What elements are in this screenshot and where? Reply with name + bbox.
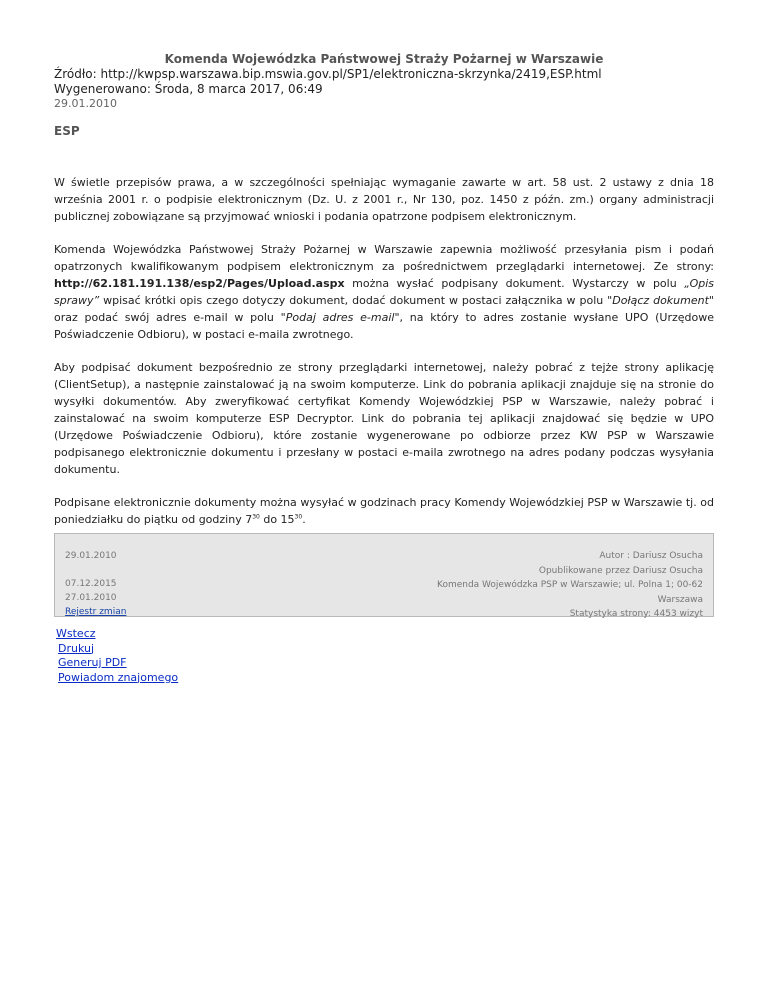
- author-line: Autor : Dariusz Osucha: [599, 551, 703, 561]
- page-actions: [56, 627, 178, 685]
- metadata-dates: [65, 549, 126, 619]
- publication-date: 29.01.2010: [54, 97, 117, 110]
- published-by-line: Opublikowane przez Dariusz Osucha: [538, 565, 703, 576]
- paragraph-2-text: " oraz podać swój adres e-mail w polu ": [54, 294, 714, 324]
- hour-minutes-superscript: 30: [252, 513, 260, 521]
- generated-line: Wygenerowano: Środa, 8 marca 2017, 06:49: [54, 82, 323, 96]
- modified-date: 07.12.2015: [65, 579, 117, 589]
- paragraph-2-text: wpisać krótki opis czego dotyczy dokument, dodać dokument w postaci załącznika w polu ": [99, 294, 613, 307]
- paragraph-2-text: Komenda Wojewódzka Państwowej Straży Pożarnej w Warszawie zapewnia możliwość przesyłania pism i podań opatrzonych kwalifikowanym podpisem elektronicznym za pośrednictwem przeglądarki internetowej. Ze strony:: [54, 243, 714, 273]
- paragraph-3: Aby podpisać dokument bezpośrednio ze strony przeglądarki internetowej, należy pobrać z tejże strony aplikację (ClientSetup), a następnie zainstalować ją na swoim komputerze. Link do pobrania aplikacji znajduje się na stronie do wysyłki dokumentów. Aby zweryfikować certyfikat Komendy Wojewódzkiej PSP w Warszawie, należy pobrać i zainstalować na swoim komputerze ESP Decryptor. Link do pobrania tej aplikacji znajdować się będzie w UPO (Urzędowe Poświadczenie Odbioru), które zostanie wygenerowane po odbiorze przez KW PSP w Warszawie podpisanego elektronicznie dokumentu i przesłany w postaci e-maila zwrotnego na adres podany podczas wysyłania dokumentu.: [54, 361, 714, 476]
- visit-statistics: Statystyka strony: 4453 wizyt: [569, 609, 703, 619]
- article-body: [54, 174, 714, 528]
- paragraph-2-text: ", na który to adres zostanie wysłane UPO (Urzędowe Poświadczenie Odbioru), w postaci e-maila zwrotnego.: [54, 311, 715, 341]
- paragraph-1: W świetle przepisów prawa, a w szczególności spełniając wymaganie zawarte w art. 58 ust. 2 ustawy z dnia 18 września 2001 r. o podpisie elektronicznym (Dz. U. z 2001 r., Nr 130, poz. 1450 z późn. zm.) organy administracji publicznej zobowiązane są przyjmować wnioski i podania opatrzone podpisem elektronicznym.: [54, 176, 714, 223]
- page-title: ESP: [54, 124, 80, 138]
- published-date: 27.01.2010: [65, 593, 117, 603]
- metadata-author: [437, 549, 703, 622]
- paragraph-4-text: do 15: [259, 513, 295, 526]
- address-line: Komenda Wojewódzka PSP w Warszawie; ul. Polna 1; 00-62: [436, 580, 703, 590]
- print-link[interactable]: Drukuj: [58, 641, 95, 655]
- source-line: Źródło: http://kwpsp.warszawa.bip.mswia.gov.pl/SP1/elektroniczna-skrzynka/2419,ESP.html: [54, 67, 602, 81]
- back-link[interactable]: Wstecz: [56, 627, 96, 640]
- created-date: 29.01.2010: [65, 551, 117, 561]
- field-name-description: „Opis sprawy”: [54, 277, 714, 307]
- field-name-attach: Dołącz dokument: [612, 294, 709, 307]
- change-log-link[interactable]: Rejestr zmian: [65, 607, 127, 617]
- field-name-email: Podaj adres e-mail: [285, 311, 395, 324]
- paragraph-2: [54, 241, 714, 343]
- paragraph-4: [54, 494, 714, 528]
- paragraph-4-text: Podpisane elektronicznie dokumenty można wysyłać w godzinach pracy Komendy Wojewódzkiej PSP w Warszawie tj. od poniedziałku do piątku od godziny 7: [54, 496, 714, 526]
- document-page: [54, 52, 714, 544]
- metadata-box: [54, 533, 714, 617]
- notify-friend-link[interactable]: Powiadom znajomego: [58, 670, 179, 684]
- upload-url: http://62.181.191.138/esp2/Pages/Upload.aspx: [54, 277, 345, 290]
- address-line-2: Warszawa: [657, 594, 703, 605]
- generate-pdf-link[interactable]: Generuj PDF: [58, 656, 127, 669]
- hour-minutes-superscript: 30: [294, 513, 303, 521]
- paragraph-2-text: można wysłać podpisany dokument. Wystarczy w polu: [344, 277, 685, 290]
- organization-title: Komenda Wojewódzka Państwowej Straży Pożarnej w Warszawie: [164, 52, 604, 66]
- paragraph-4-text: .: [302, 513, 306, 526]
